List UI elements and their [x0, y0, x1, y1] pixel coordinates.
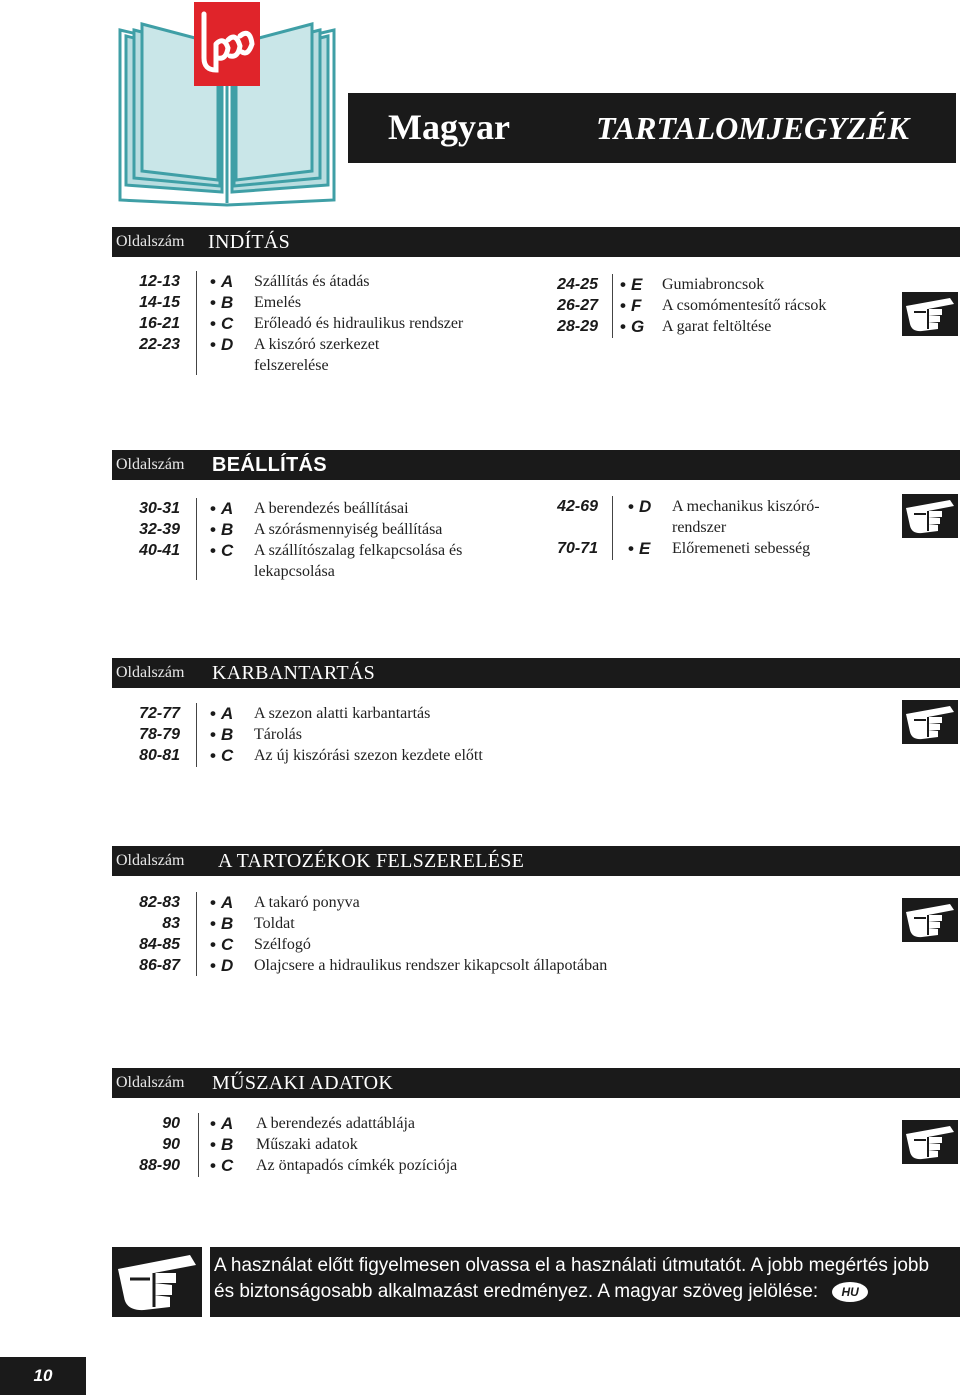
toc-entry: A garat feltöltése — [662, 318, 772, 335]
toc-entry: A szezon alatti karbantartás — [254, 705, 431, 722]
section-title: BEÁLLÍTÁS — [212, 454, 327, 476]
page-ref: 12-13 — [139, 273, 180, 290]
toc-entry: A berendezés adattáblája — [256, 1115, 416, 1132]
toc-entry: Tárolás — [254, 726, 302, 743]
section-inditas — [112, 227, 960, 257]
page-ref: 86-87 — [139, 957, 180, 974]
section-title: MŰSZAKI ADATOK — [212, 1072, 394, 1094]
section-header — [112, 1068, 960, 1098]
pointing-hand-icon — [902, 494, 958, 538]
page-ref: 83 — [162, 915, 180, 932]
divider — [196, 892, 197, 976]
section-title: KARBANTARTÁS — [212, 662, 376, 684]
page-label: Oldalszám — [116, 664, 185, 681]
toc-entry: Gumiabroncsok — [662, 276, 765, 293]
page-numbers — [530, 496, 598, 559]
divider — [196, 498, 197, 580]
toc-entry: Olajcsere a hidraulikus rendszer kikapcsolt állapotában — [254, 957, 608, 974]
divider — [196, 271, 197, 375]
page-ref: 80-81 — [139, 747, 180, 764]
section-header — [112, 658, 960, 688]
page-number: 10 — [0, 1357, 86, 1395]
item-letter: B — [220, 914, 234, 933]
item-texts — [254, 271, 463, 376]
toc-entry: Emelés — [254, 294, 302, 311]
divider — [198, 1113, 199, 1177]
section-muszaki-adatok — [112, 1068, 960, 1098]
item-letter: B — [220, 725, 234, 744]
toc-entry: A berendezés beállításai — [254, 500, 409, 517]
language-title: Magyar — [388, 107, 510, 147]
toc-entry: A szórásmennyiség beállítása — [254, 521, 443, 538]
divider — [612, 274, 613, 338]
toc-entry-continued: felszerelése — [254, 357, 329, 374]
section-tartozekok — [112, 846, 960, 876]
book-logo-icon — [112, 0, 342, 210]
toc-entry-continued: rendszer — [672, 519, 727, 536]
toc-entry: Szállítás és átadás — [254, 273, 370, 290]
page-numbers — [112, 498, 180, 561]
note-box — [210, 1247, 960, 1317]
item-letters: • D • E — [628, 497, 652, 558]
page-numbers — [112, 1113, 180, 1176]
page-ref: 72-77 — [139, 705, 180, 722]
toc-entry: Az új kiszórási szezon kezdete előtt — [254, 747, 483, 764]
toc-entry-continued: lekapcsolása — [254, 563, 335, 580]
page-numbers — [530, 274, 598, 337]
page-ref: 42-69 — [557, 498, 598, 515]
item-letter: D — [638, 497, 652, 516]
page-ref: 90 — [162, 1136, 180, 1153]
item-letter: A — [220, 272, 234, 291]
page-ref: 28-29 — [557, 318, 598, 335]
item-texts — [254, 498, 462, 582]
item-letter: D — [220, 956, 234, 975]
item-texts — [662, 274, 826, 337]
page-ref: 82-83 — [139, 894, 180, 911]
page-ref: 22-23 — [139, 336, 180, 353]
item-letter: B — [220, 520, 234, 539]
toc-entry: Szélfogó — [254, 936, 311, 953]
item-letters: • A • B • C — [210, 704, 234, 765]
document-title: TARTALOMJEGYZÉK — [596, 110, 909, 146]
pointing-hand-icon — [902, 292, 958, 336]
item-letter: B — [220, 293, 234, 312]
page-label: Oldalszám — [116, 456, 185, 473]
item-letter: C — [220, 935, 234, 954]
page-numbers — [112, 703, 180, 766]
toc-entry: Műszaki adatok — [256, 1136, 358, 1153]
page-ref: 14-15 — [139, 294, 180, 311]
page-ref: 16-21 — [139, 315, 180, 332]
item-letter: C — [220, 314, 234, 333]
item-letter: F — [630, 296, 642, 315]
page-ref: 40-41 — [139, 542, 180, 559]
item-letter: C — [220, 746, 234, 765]
toc-entry: A kiszóró szerkezet — [254, 336, 380, 353]
toc-entry: Előremeneti sebesség — [672, 540, 811, 557]
section-title: A TARTOZÉKOK FELSZERELÉSE — [218, 850, 525, 872]
page-ref: 30-31 — [139, 500, 180, 517]
item-letter: D — [220, 335, 234, 354]
pointing-hand-icon — [902, 898, 958, 942]
item-letter: G — [630, 317, 645, 336]
item-letters: • A • B • C • D — [210, 272, 234, 354]
page-ref: 90 — [162, 1115, 180, 1132]
page-ref: 78-79 — [139, 726, 180, 743]
note-body: A használat előtt figyelmesen olvassa el a használati útmutatót. A jobb megértés jobb és biztonságosabb alkalmazást eredményez. A magyar szöveg jelölése: — [214, 1255, 930, 1302]
item-letter: E — [630, 275, 643, 294]
toc-entry: Az öntapadós címkék pozíciója — [256, 1157, 458, 1174]
page-ref: 26-27 — [557, 297, 598, 314]
pointing-hand-icon — [902, 1120, 958, 1164]
section-karbantartas — [112, 658, 960, 688]
toc-entry: A mechanikus kiszóró- — [672, 498, 820, 515]
note-icon-box — [112, 1247, 202, 1317]
section-title: INDÍTÁS — [208, 231, 291, 253]
page-ref: 88-90 — [139, 1157, 180, 1174]
item-letter: C — [220, 1156, 234, 1175]
item-letter: A — [220, 704, 234, 723]
section-beallitas — [112, 450, 960, 480]
item-letter: C — [220, 541, 234, 560]
language-badge: HU — [832, 1282, 868, 1302]
divider — [196, 703, 197, 767]
item-letters: • E • F • G — [620, 275, 645, 336]
page-label: Oldalszám — [116, 233, 185, 250]
item-texts — [254, 703, 483, 766]
item-letters: • A • B • C • D — [210, 893, 234, 975]
item-letter: B — [220, 1135, 234, 1154]
page-ref: 84-85 — [139, 936, 180, 953]
section-header — [112, 846, 960, 876]
item-letters: • A • B • C — [210, 1114, 234, 1175]
toc-entry: Toldat — [254, 915, 295, 932]
item-texts — [672, 496, 820, 559]
toc-entry: A csomómentesítő rácsok — [662, 297, 827, 314]
item-letter: E — [638, 539, 651, 558]
note-text — [214, 1253, 954, 1305]
page-ref: 24-25 — [557, 276, 598, 293]
toc-entry: A szállítószalag felkapcsolása és — [254, 542, 463, 559]
page-label: Oldalszám — [116, 1074, 185, 1091]
item-letter: A — [220, 499, 234, 518]
page-label: Oldalszám — [116, 852, 185, 869]
item-texts — [254, 892, 607, 976]
page-ref: 32-39 — [139, 521, 180, 538]
item-letter: A — [220, 893, 234, 912]
item-letters: • A • B • C — [210, 499, 234, 560]
toc-entry: A takaró ponyva — [254, 894, 360, 911]
page-numbers — [112, 892, 180, 976]
page-ref: 70-71 — [557, 540, 598, 557]
item-texts — [256, 1113, 457, 1176]
page-numbers — [112, 271, 180, 355]
pointing-hand-icon — [112, 1247, 202, 1317]
toc-entry: Erőleadó és hidraulikus rendszer — [254, 315, 464, 332]
section-header — [112, 227, 960, 257]
section-header — [112, 450, 960, 480]
item-letter: A — [220, 1114, 234, 1133]
divider — [612, 496, 613, 560]
pointing-hand-icon — [902, 700, 958, 744]
